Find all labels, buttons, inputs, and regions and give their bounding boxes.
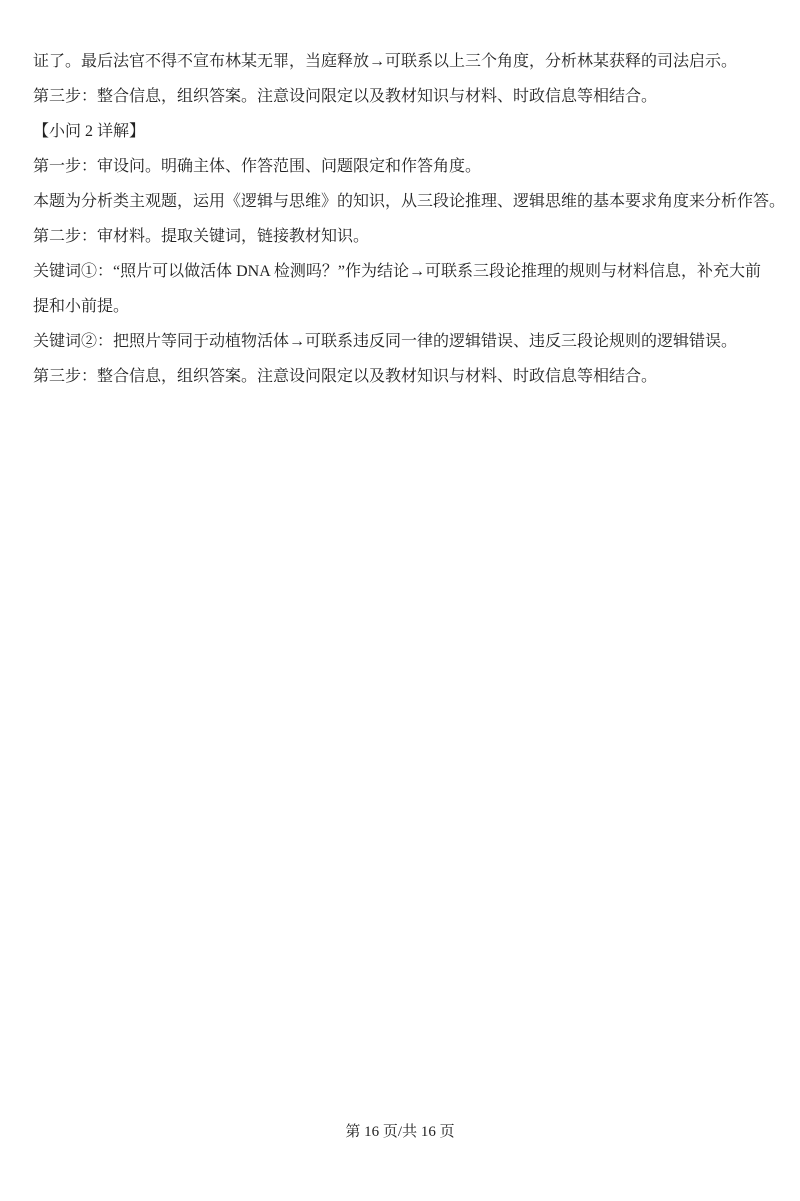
text-line: 【小问 2 详解】 (33, 123, 146, 140)
paragraph (33, 254, 778, 324)
page-footer (0, 1121, 800, 1143)
paragraph (33, 324, 778, 359)
text-line: 提和小前提。 (33, 298, 130, 315)
document-body (33, 44, 786, 394)
paragraph (33, 219, 778, 254)
text-line: 第三步：整合信息，组织答案。注意设问限定以及教材知识与材料、时政信息等相结合。 (33, 88, 658, 105)
text-line: 关键词①：“照片可以做活体 DNA 检测吗？”作为结论→可联系三段论推理的规则与材料信息，补充大前 (33, 263, 761, 280)
text-line: 第三步：整合信息，组织答案。注意设问限定以及教材知识与材料、时政信息等相结合。 (33, 368, 658, 385)
text-line: 本题为分析类主观题，运用《逻辑与思维》的知识，从三段论推理、逻辑思维的基本要求角度来分析作答。 (33, 193, 786, 210)
text-line: 第一步：审设问。明确主体、作答范围、问题限定和作答角度。 (33, 158, 482, 175)
paragraph (33, 79, 778, 114)
paragraph (33, 359, 778, 394)
paragraph (33, 44, 778, 79)
text-line: 关键词②：把照片等同于动植物活体→可联系违反同一律的逻辑错误、违反三段论规则的逻辑错误。 (33, 333, 738, 350)
paragraph (33, 149, 778, 184)
text-line: 证了。最后法官不得不宣布林某无罪，当庭释放→可联系以上三个角度，分析林某获释的司法启示。 (33, 53, 738, 70)
paragraph (33, 114, 778, 149)
paragraph (33, 184, 786, 219)
text-line: 第二步：审材料。提取关键词，链接教材知识。 (33, 228, 370, 245)
page-number: 第 16 页/共 16 页 (345, 1124, 455, 1140)
